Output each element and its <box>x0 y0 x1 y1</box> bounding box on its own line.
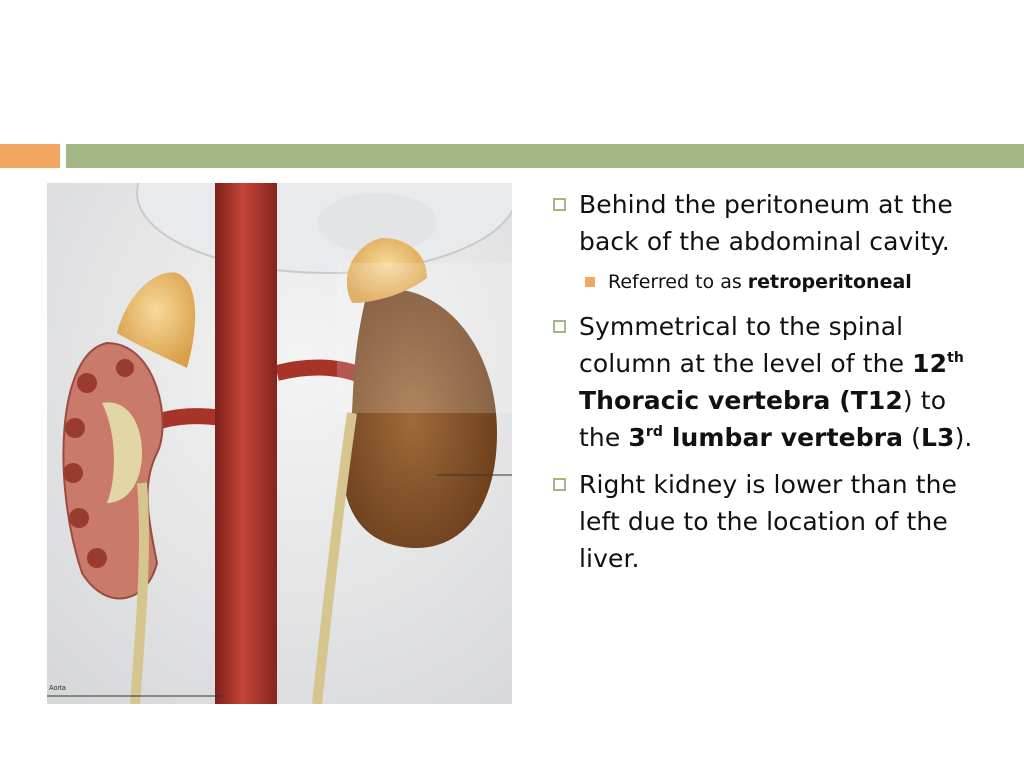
aorta-label: Aorta <box>49 685 66 692</box>
vertebra-l3-number: 3 <box>628 423 646 452</box>
vertebra-l3-abbrev: L3 <box>921 423 955 452</box>
bullet-text-part: ). <box>954 423 973 452</box>
accent-bar <box>0 144 60 168</box>
sub-bullet-prefix: Referred to as <box>608 271 748 293</box>
bullet-item-symmetry <box>548 308 988 456</box>
bullet-item-location <box>548 186 988 260</box>
bullet-marker <box>553 478 566 491</box>
bullet-marker <box>553 198 566 211</box>
vertebra-l3-label: lumbar vertebra <box>663 423 904 452</box>
sub-bullet-marker <box>585 277 595 287</box>
aorta <box>215 183 277 704</box>
vertebra-t12-label: Thoracic vertebra (T12 <box>579 386 903 415</box>
kidney-anatomy-diagram <box>47 183 512 704</box>
sub-bullet-bold-term: retroperitoneal <box>747 271 912 293</box>
bullet-text-part: Symmetrical to the spinal column at the level of the <box>579 312 913 378</box>
bullet-item-right-kidney <box>548 466 988 577</box>
bullet-text-part: ( <box>903 423 922 452</box>
bullet-text: Behind the peritoneum at the back of the abdominal cavity. <box>579 190 953 256</box>
peritoneum-overlay <box>337 263 512 413</box>
kidney-illustration <box>47 183 512 704</box>
sub-bullet-retroperitoneal <box>548 268 988 296</box>
vertebra-t12-number: 12 <box>912 349 948 378</box>
vertebra-t12-suffix: th <box>947 350 964 366</box>
title-bar <box>66 144 1024 168</box>
bullet-list <box>548 186 988 587</box>
vertebra-l3-suffix: rd <box>645 424 664 440</box>
bullet-marker <box>553 320 566 333</box>
bullet-text: Right kidney is lower than the left due to the location of the liver. <box>579 470 958 573</box>
bullet-text-part: ) to the <box>579 386 947 452</box>
